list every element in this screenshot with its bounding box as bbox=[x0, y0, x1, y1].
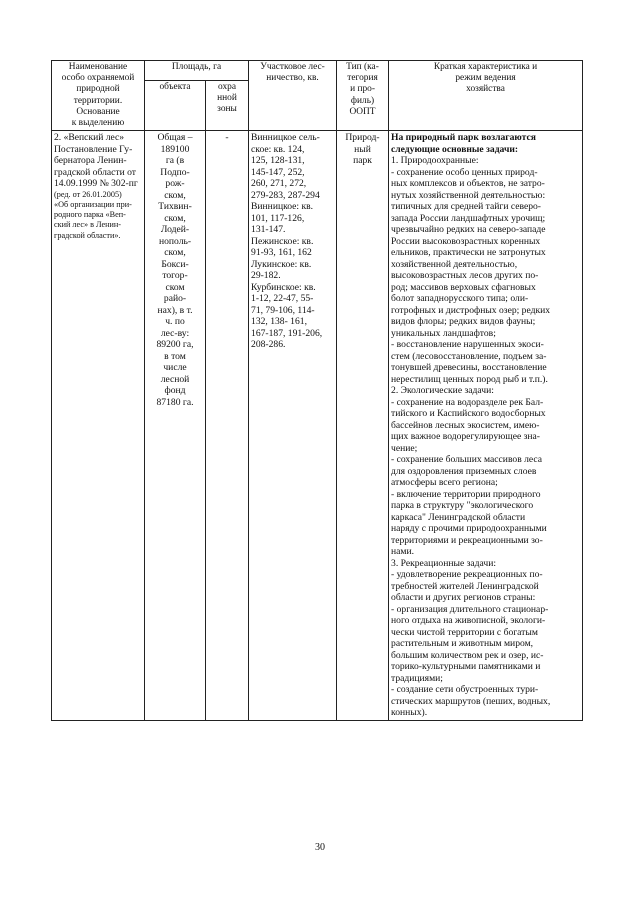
forestry-line: 208-286. bbox=[251, 339, 286, 351]
header-name-line: Основание bbox=[76, 106, 120, 117]
description-line: каркаса" Ленинградской области bbox=[391, 511, 526, 523]
header-area-zone bbox=[206, 80, 249, 131]
area-line: ском, bbox=[164, 212, 186, 224]
forestry-line: Пежинское: кв. bbox=[251, 235, 314, 247]
header-desc-line: хозяйства bbox=[466, 84, 505, 95]
description-line: щих важное водорегулирующее зна- bbox=[391, 431, 540, 443]
name-line: 14.09.1999 № 302-пг bbox=[54, 178, 138, 190]
description-line: видов флоры; редких видов фауны; bbox=[391, 316, 536, 328]
header-area: Площадь, га bbox=[145, 61, 249, 81]
description-line: тийского и Каспийского водосборных bbox=[391, 408, 546, 420]
description-line: готрофных и дистрофных озер; редких bbox=[391, 304, 551, 316]
area-line: числе bbox=[163, 362, 187, 374]
description-line: - создание сети обустроенных тури- bbox=[391, 684, 539, 696]
description-line: растительным и животным миром, bbox=[391, 638, 534, 650]
header-name bbox=[52, 61, 145, 131]
description-line: род; массивов верховых сфагновых bbox=[391, 281, 536, 293]
header-forestry bbox=[249, 61, 337, 131]
forestry-line: 279-283, 287-294 bbox=[251, 189, 320, 201]
header-forestry-line: ничество, кв. bbox=[266, 73, 319, 84]
header-zone-line: зоны bbox=[217, 104, 237, 115]
area-line: Бокси- bbox=[161, 258, 189, 270]
name-note-line: «Об организации при- bbox=[54, 199, 132, 209]
description-line: уникальных ландшафтов; bbox=[391, 327, 496, 339]
description-line: 2. Экологические задачи: bbox=[391, 385, 494, 397]
header-type-line: Тип (ка- bbox=[346, 62, 379, 72]
area-line: Лодей- bbox=[160, 224, 190, 236]
header-desc-line: Краткая характеристика и bbox=[433, 62, 538, 72]
header-type bbox=[337, 61, 389, 131]
description-line: хозяйственной деятельностью, bbox=[391, 258, 518, 270]
header-type-line: и про- bbox=[350, 84, 375, 95]
header-name-line: особо охраняемой bbox=[61, 73, 135, 84]
header-name-line: к выделению bbox=[71, 118, 125, 129]
header-description bbox=[389, 61, 583, 131]
forestry-line: Винницкое: кв. bbox=[251, 201, 314, 213]
area-line: га (в bbox=[165, 155, 185, 167]
forestry-line: 260, 271, 272, bbox=[251, 178, 307, 190]
description-line: - восстановление нарушенных экоси- bbox=[391, 339, 544, 351]
description-line: тонувшей древесины, восстановление bbox=[391, 362, 547, 374]
forestry-line: 1-12, 22-47, 55- bbox=[251, 293, 314, 305]
forestry-line: Курбинское: кв. bbox=[251, 281, 316, 293]
description-line: - организация длительного стационар- bbox=[391, 603, 549, 615]
description-line: стем (лесовосстановление, подъем за- bbox=[391, 350, 547, 362]
description-line: - сохранение на водоразделе рек Бал- bbox=[391, 396, 544, 408]
forestry-line: Винницкое сель- bbox=[251, 132, 320, 144]
cell-zone: - bbox=[206, 131, 249, 721]
description-line: чрезвычайно редких на северо-западе bbox=[391, 224, 546, 236]
type-line: парк bbox=[353, 155, 372, 167]
cell-forestry bbox=[249, 131, 337, 721]
name-note-line: родного парка «Вeп- bbox=[54, 210, 126, 220]
description-line: - удовлетворение рекреационных по- bbox=[391, 569, 543, 581]
description-line: территориями и рекреационными зо- bbox=[391, 534, 543, 546]
header-type-line: тегория bbox=[347, 73, 378, 84]
area-line: Тихвин- bbox=[158, 201, 192, 213]
description-line: нами. bbox=[391, 546, 415, 558]
area-line: ч. по bbox=[165, 316, 185, 328]
header-zone-line: охра bbox=[218, 81, 236, 92]
type-line: Природ- bbox=[345, 132, 380, 144]
area-line: в том bbox=[164, 350, 186, 362]
area-line: тогор- bbox=[162, 270, 188, 282]
description-line: нутых хозяйственной деятельностью: bbox=[391, 189, 546, 201]
type-line: ный bbox=[354, 143, 371, 155]
tasks-heading-line: На природный парк возлагаются bbox=[391, 132, 536, 144]
description-line: для оздоровления приземных слоев bbox=[391, 465, 537, 477]
area-line: 89200 га, bbox=[156, 339, 194, 351]
forestry-line: 71, 79-106, 114- bbox=[251, 304, 315, 316]
name-note-line: (ред. от 26.01.2005) bbox=[54, 189, 122, 199]
name-line: бернатора Ленин- bbox=[54, 155, 127, 167]
area-line: рож- bbox=[165, 178, 185, 190]
header-desc-line: режим ведения bbox=[455, 73, 516, 84]
forestry-line: ское: кв. 124, bbox=[251, 143, 305, 155]
area-line: нах), в т. bbox=[157, 304, 193, 316]
cell-description bbox=[389, 131, 583, 721]
header-type-line: ООПТ bbox=[349, 106, 376, 117]
header-area-object: объекта bbox=[145, 80, 206, 131]
header-name-line: Наименование bbox=[68, 62, 128, 72]
description-line: болот западнорусского типа; оли- bbox=[391, 293, 529, 305]
description-line: бассейнов лесных экосистем, имею- bbox=[391, 419, 540, 431]
description-line: требностей жителей Ленинградской bbox=[391, 580, 539, 592]
name-line: градской области от bbox=[54, 166, 136, 178]
reserve-table bbox=[51, 60, 583, 721]
cell-area bbox=[145, 131, 206, 721]
description-line: наряду с прочими природоохранными bbox=[391, 523, 547, 535]
description-line: типичных для средней тайги северо- bbox=[391, 201, 542, 213]
forestry-line: Лукинское: кв. bbox=[251, 258, 312, 270]
description-line: ного отдыха на живописной, экологи- bbox=[391, 615, 546, 627]
forestry-line: 131-147. bbox=[251, 224, 286, 236]
area-line: фонд bbox=[164, 385, 186, 397]
description-line: стических маршрутов (пеших, водных, bbox=[391, 695, 551, 707]
name-note-line: ский лес» в Ленин- bbox=[54, 220, 122, 230]
area-line: Общая – bbox=[157, 132, 193, 144]
description-line: ельников, практически не затронутых bbox=[391, 247, 546, 259]
area-line: нополь- bbox=[158, 235, 192, 247]
area-line: лес-ву: bbox=[160, 327, 190, 339]
cell-type bbox=[337, 131, 389, 721]
header-forestry-line: Участковое лес- bbox=[260, 62, 325, 72]
cell-name bbox=[52, 131, 145, 721]
area-line: ском, bbox=[164, 189, 186, 201]
description-line: нерестилищ ценных пород рыб и т.п.). bbox=[391, 373, 548, 385]
description-line: России высоковозрастных коренных bbox=[391, 235, 541, 247]
forestry-line: 101, 117-126, bbox=[251, 212, 305, 224]
description-line: парка в структуру "экологического bbox=[391, 500, 534, 512]
forestry-line: 29-182. bbox=[251, 270, 281, 282]
description-line: 3. Рекреационные задачи: bbox=[391, 557, 497, 569]
area-line: ском, bbox=[164, 247, 186, 259]
forestry-line: 132, 138- 161, bbox=[251, 316, 307, 328]
header-name-line: природной bbox=[76, 84, 120, 95]
area-line: 87180 га. bbox=[156, 396, 194, 408]
area-line: лесной bbox=[160, 373, 190, 385]
area-line: райо- bbox=[163, 293, 187, 305]
description-line: конных). bbox=[391, 707, 428, 719]
header-type-line: филь) bbox=[350, 95, 375, 106]
forestry-line: 145-147, 252, bbox=[251, 166, 305, 178]
description-line: традициями; bbox=[391, 672, 443, 684]
description-line: ных комплексов и объектов, не затро- bbox=[391, 178, 545, 190]
forestry-line: 167-187, 191-206, bbox=[251, 327, 323, 339]
area-line: 189100 bbox=[160, 143, 190, 155]
description-line: - сохранение особо ценных природ- bbox=[391, 166, 538, 178]
header-zone-line: нной bbox=[217, 92, 237, 103]
name-note-line: градской области». bbox=[54, 230, 121, 240]
description-line: - включение территории природного bbox=[391, 488, 541, 500]
description-line: торико-культурными памятниками и bbox=[391, 661, 541, 673]
page-number: 30 bbox=[315, 842, 325, 853]
description-line: атмосферы всего региона; bbox=[391, 477, 498, 489]
description-line: области и других регионов страны: bbox=[391, 592, 536, 604]
description-line: большим количеством рек и озер, ис- bbox=[391, 649, 544, 661]
forestry-line: 91-93, 161, 162 bbox=[251, 247, 312, 259]
forestry-line: 125, 128-131, bbox=[251, 155, 305, 167]
area-line: Подпо- bbox=[160, 166, 190, 178]
area-line: ском bbox=[165, 281, 185, 293]
description-line: чески чистой территории с богатым bbox=[391, 626, 538, 638]
description-line: чение; bbox=[391, 442, 418, 454]
description-line: высоковозрастных лесов других по- bbox=[391, 270, 539, 282]
header-name-line: территории. bbox=[73, 95, 123, 106]
description-line: - сохранение больших массивов леса bbox=[391, 454, 543, 466]
tasks-heading-line: следующие основные задачи: bbox=[391, 143, 519, 155]
name-line: 2. «Вепский лес» bbox=[54, 132, 125, 144]
description-line: 1. Природоохранные: bbox=[391, 155, 479, 167]
description-line: запада России ландшафтных урочищ; bbox=[391, 212, 546, 224]
name-line: Постановление Гу- bbox=[54, 143, 133, 155]
